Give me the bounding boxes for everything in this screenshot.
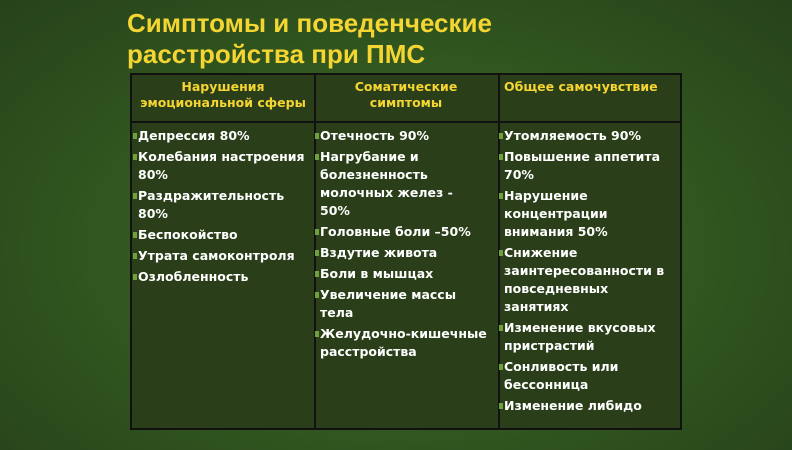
column-header (314, 75, 498, 123)
symptom-list (498, 127, 680, 418)
table-column (132, 75, 316, 428)
list-item-text: расстройства (320, 344, 417, 359)
bullet-icon (499, 133, 503, 139)
list-item (498, 244, 680, 316)
list-item (132, 127, 314, 145)
list-item-text: заинтересованности в (504, 263, 665, 278)
bullet-icon (315, 250, 319, 256)
list-item-text: Отечность 90% (320, 128, 429, 143)
bullet-icon (315, 271, 319, 277)
list-item-text: Беспокойство (138, 227, 238, 242)
bullet-icon (499, 325, 503, 331)
list-item (314, 127, 498, 145)
list-item-text: повседневных (504, 281, 609, 296)
list-item (132, 148, 314, 184)
bullet-icon (133, 232, 137, 238)
list-item-text: 80% (138, 206, 168, 221)
list-item-text: Депрессия 80% (138, 128, 250, 143)
bullet-icon (315, 229, 319, 235)
symptoms-table (130, 73, 682, 430)
list-item-text: Изменение либидо (504, 398, 642, 413)
column-header-line: Общее самочувствие (504, 79, 658, 94)
bullet-icon (499, 364, 503, 370)
list-item (498, 148, 680, 184)
list-item-text: Нагрубание и (320, 149, 419, 164)
column-header-line: симптомы (369, 95, 443, 110)
list-item-text: Снижение (504, 245, 578, 260)
list-item-text: 70% (504, 167, 534, 182)
column-header-line: эмоциональной сферы (140, 95, 306, 110)
list-item-text: Повышение аппетита (504, 149, 661, 164)
list-item-text: Сонливость или (504, 359, 619, 374)
bullet-icon (499, 193, 503, 199)
list-item (132, 268, 314, 286)
list-item (498, 397, 680, 415)
list-item-text: Вздутие живота (320, 245, 438, 260)
symptom-list (314, 127, 498, 364)
list-item-text: Увеличение массы (320, 287, 456, 302)
bullet-icon (315, 331, 319, 337)
list-item (314, 148, 498, 220)
list-item (498, 187, 680, 241)
list-item-text: Головные боли –50% (320, 224, 471, 239)
list-item (314, 265, 498, 283)
list-item (314, 325, 498, 361)
table-column (314, 75, 500, 428)
list-item-text: болезненность (320, 167, 428, 182)
list-item-text: Утомляемость 90% (504, 128, 641, 143)
list-item (498, 358, 680, 394)
column-header-line: Нарушения (181, 79, 265, 94)
bullet-icon (133, 133, 137, 139)
list-item-text: Боли в мышцах (320, 266, 434, 281)
bullet-icon (499, 154, 503, 160)
list-item-text: внимания 50% (504, 224, 608, 239)
list-item (314, 223, 498, 241)
list-item-text: пристрастий (504, 338, 595, 353)
list-item-text: молочных желез - (320, 185, 453, 200)
list-item-text: Изменение вкусовых (504, 320, 656, 335)
list-item-text: Желудочно-кишечные (320, 326, 487, 341)
list-item-text: бессонница (504, 377, 589, 392)
bullet-icon (315, 133, 319, 139)
bullet-icon (499, 403, 503, 409)
slide-title (127, 8, 687, 70)
list-item (498, 319, 680, 355)
bullet-icon (133, 154, 137, 160)
bullet-icon (315, 292, 319, 298)
list-item (132, 247, 314, 265)
list-item-text: 80% (138, 167, 168, 182)
column-header (498, 75, 680, 123)
bullet-icon (133, 274, 137, 280)
list-item (132, 226, 314, 244)
column-header (132, 75, 314, 123)
bullet-icon (133, 193, 137, 199)
list-item-text: Колебания настроения (138, 149, 305, 164)
bullet-icon (133, 253, 137, 259)
list-item (498, 127, 680, 145)
list-item-text: занятиях (504, 299, 569, 314)
bullet-icon (315, 154, 319, 160)
bullet-icon (499, 250, 503, 256)
column-header-line: Соматические (354, 79, 458, 94)
table-column (498, 75, 680, 428)
list-item-text: Раздражительность (138, 188, 285, 203)
list-item (314, 244, 498, 262)
list-item (314, 286, 498, 322)
title-line-2: расстройства при ПМС (127, 39, 426, 69)
list-item-text: тела (320, 305, 354, 320)
symptom-list (132, 127, 314, 289)
list-item-text: Нарушение (504, 188, 588, 203)
title-line-1: Симптомы и поведенческие (127, 8, 492, 38)
list-item-text: Озлобленность (138, 269, 249, 284)
list-item-text: концентрации (504, 206, 608, 221)
list-item (132, 187, 314, 223)
list-item-text: Утрата самоконтроля (138, 248, 295, 263)
list-item-text: 50% (320, 203, 350, 218)
